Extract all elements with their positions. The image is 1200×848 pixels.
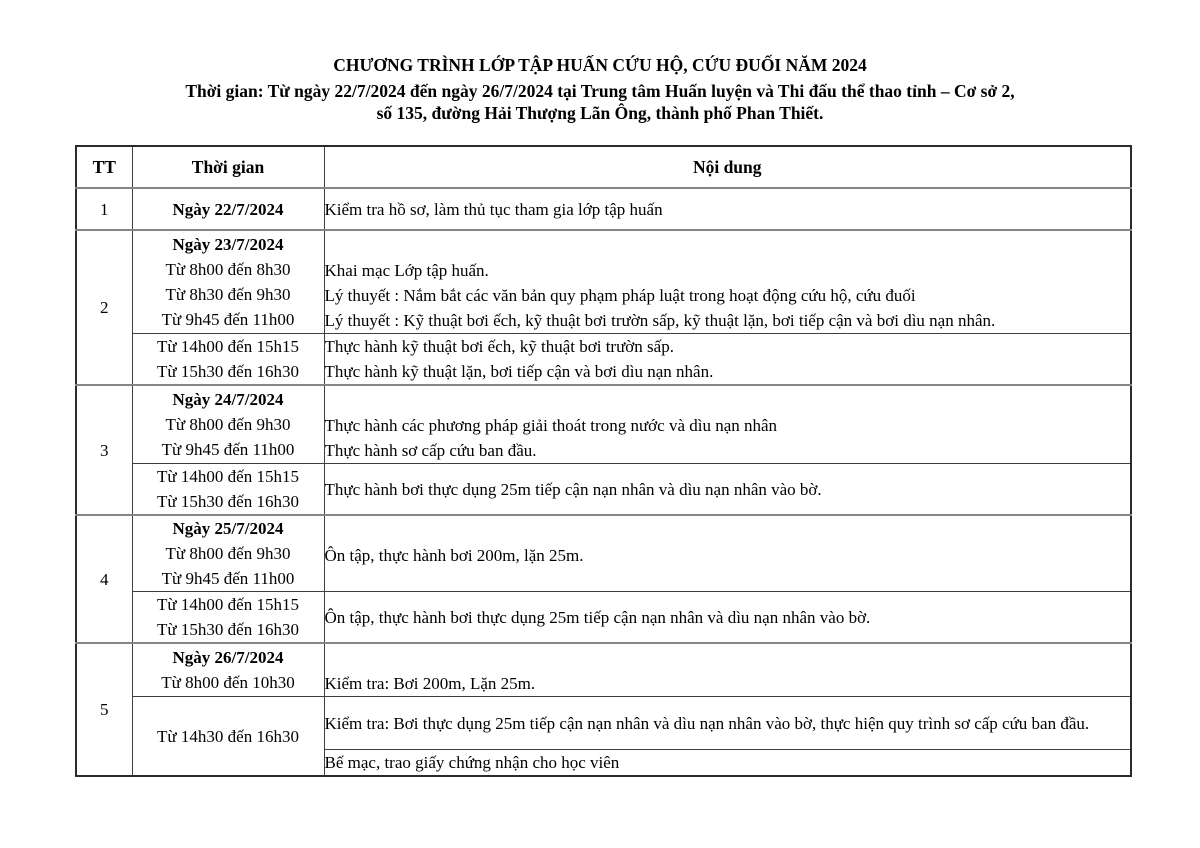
tt-cell: 4 (76, 515, 132, 643)
table-row (76, 643, 1131, 697)
tt-cell: 3 (76, 385, 132, 515)
time-slot: Từ 8h30 đến 9h30 (165, 285, 291, 304)
tt-cell: 1 (76, 188, 132, 230)
content-cell (324, 188, 1131, 230)
content-line: Lý thuyết : Nắm bắt các văn bản quy phạm pháp luật trong hoạt động cứu hộ, cứu đuối (324, 286, 916, 305)
header-tt: TT (76, 146, 132, 188)
date-label: Ngày 26/7/2024 (172, 648, 284, 667)
time-cell (132, 697, 324, 777)
content-line: Thực hành các phương pháp giải thoát trong nước và dìu nạn nhân (324, 416, 778, 435)
tt-cell: 5 (76, 643, 132, 776)
page-title: CHƯƠNG TRÌNH LỚP TẬP HUẤN CỨU HỘ, CỨU ĐUỐI NĂM 2024 (333, 55, 867, 75)
content-line: Kiểm tra hồ sơ, làm thủ tục tham gia lớp tập huấn (324, 199, 663, 219)
time-cell (132, 592, 324, 644)
content-cell (324, 464, 1131, 516)
content-line: Khai mạc Lớp tập huấn. (324, 261, 489, 280)
content-cell (324, 334, 1131, 386)
content-cell (324, 230, 1131, 334)
time-slot: Từ 8h00 đến 9h30 (165, 544, 291, 563)
time-cell (132, 643, 324, 697)
date-label: Ngày 22/7/2024 (172, 199, 284, 219)
content-line: Thực hành kỹ thuật bơi ếch, kỹ thuật bơi trườn sấp. (324, 337, 674, 356)
table-row (76, 230, 1131, 334)
content-line: Thực hành bơi thực dụng 25m tiếp cận nạn nhân và dìu nạn nhân vào bờ. (324, 479, 822, 499)
date-label: Ngày 24/7/2024 (172, 390, 284, 409)
time-slot: Từ 14h00 đến 15h15 (157, 595, 299, 614)
content-line: Kiểm tra: Bơi thực dụng 25m tiếp cận nạn nhân và dìu nạn nhân vào bờ, thực hiện quy trình sơ cấp cứu ban đầu. (324, 713, 1090, 733)
time-cell (132, 230, 324, 334)
content-cell (324, 385, 1131, 464)
document-subtitle (0, 80, 1200, 124)
header-time: Thời gian (132, 146, 324, 188)
time-slot: Từ 8h00 đến 10h30 (161, 673, 295, 692)
content-line: Ôn tập, thực hành bơi thực dụng 25m tiếp cận nạn nhân và dìu nạn nhân vào bờ. (324, 607, 871, 627)
table-row (76, 515, 1131, 592)
schedule-table (75, 145, 1132, 777)
time-slot: Từ 14h00 đến 15h15 (157, 337, 299, 356)
content-cell (324, 643, 1131, 697)
time-slot: Từ 14h30 đến 16h30 (157, 726, 299, 746)
time-cell (132, 188, 324, 230)
time-slot: Từ 14h00 đến 15h15 (157, 467, 299, 486)
time-slot: Từ 15h30 đến 16h30 (157, 362, 299, 381)
content-line: Lý thuyết : Kỹ thuật bơi ếch, kỹ thuật bơi trườn sấp, kỹ thuật lặn, bơi tiếp cận và bơi dìu nạn nhân. (324, 311, 996, 330)
table-row (76, 697, 1131, 750)
content-line: Thực hành kỹ thuật lặn, bơi tiếp cận và bơi dìu nạn nhân. (324, 362, 714, 381)
time-slot: Từ 8h00 đến 8h30 (165, 260, 291, 279)
time-cell (132, 464, 324, 516)
document-header (0, 0, 1200, 124)
time-slot: Từ 9h45 đến 11h00 (161, 310, 295, 329)
time-cell (132, 385, 324, 464)
tt-cell: 2 (76, 230, 132, 385)
header-content: Nội dung (324, 146, 1131, 188)
content-cell (324, 515, 1131, 592)
time-slot: Từ 15h30 đến 16h30 (157, 620, 299, 639)
content-line: Bế mạc, trao giấy chứng nhận cho học viên (324, 753, 620, 772)
table-row (76, 385, 1131, 464)
table-row (76, 464, 1131, 516)
content-line: Kiểm tra: Bơi 200m, Lặn 25m. (324, 674, 536, 693)
date-label: Ngày 25/7/2024 (172, 519, 284, 538)
subtitle-line-2: số 135, đường Hải Thượng Lãn Ông, thành phố Phan Thiết. (376, 103, 824, 123)
table-header-row (76, 146, 1131, 188)
time-cell (132, 334, 324, 386)
content-cell (324, 592, 1131, 644)
date-label: Ngày 23/7/2024 (172, 235, 284, 254)
time-slot: Từ 8h00 đến 9h30 (165, 415, 291, 434)
table-row (76, 334, 1131, 386)
table-row (76, 592, 1131, 644)
content-line: Ôn tập, thực hành bơi 200m, lặn 25m. (324, 546, 584, 565)
content-line: Thực hành sơ cấp cứu ban đầu. (324, 441, 537, 460)
table-row (76, 188, 1131, 230)
time-slot: Từ 15h30 đến 16h30 (157, 492, 299, 511)
content-cell (324, 697, 1131, 750)
time-slot: Từ 9h45 đến 11h00 (161, 440, 295, 459)
content-cell (324, 750, 1131, 777)
time-cell (132, 515, 324, 592)
subtitle-line-1: Thời gian: Từ ngày 22/7/2024 đến ngày 26/7/2024 tại Trung tâm Huấn luyện và Thi đấu thể thao tỉnh – Cơ sở 2, (185, 81, 1015, 101)
time-slot: Từ 9h45 đến 11h00 (161, 569, 295, 588)
